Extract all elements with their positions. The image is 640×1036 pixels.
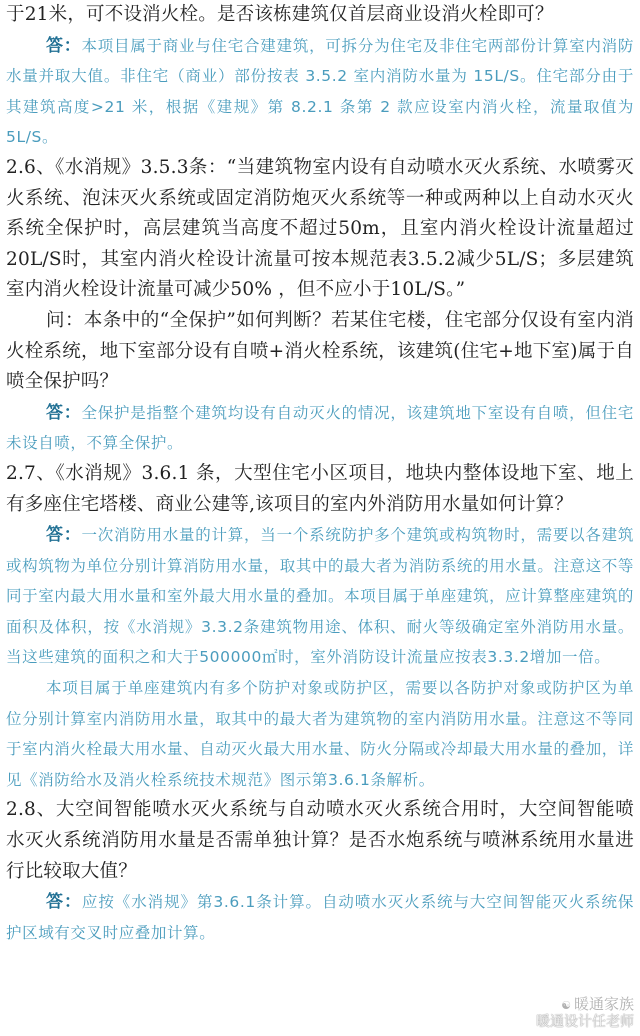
answer-text: 一次消防用水量的计算，当一个系统防护多个建筑或构筑物时，需要以各建筑或构筑物为单位分别计算消防用水量，取其中的最大者为消防系统的用水量。注意这不等同于室内最大用水量和室外最大用水量的叠加。本项目属于单座建筑，应计算整座建筑的面积及体积，按《水消规》3.3.2条建筑物用途、体积、耐火等级确定室外消防用水量。当这些建筑的面积之和大于500000㎡时，室外消防设计流量应按表3.3.2增加一倍。 [6, 526, 635, 667]
answer-label: 答： [46, 35, 82, 56]
answer-continuation: 本项目属于单座建筑内有多个防护对象或防护区，需要以各防护对象或防护区为单位分别计算室内消防用水量，取其中的最大者为建筑物的室内消防用水量。注意这不等同于室内消火栓最大用水量、自动灭火最大用水量、防火分隔或冷却最大用水量的叠加，详见《消防给水及消火栓系统技术规范》图示第3.6.1条解析。 [6, 679, 634, 789]
question-2-6: 2.6、《水消规》3.5.3条：“当建筑物室内设有自动喷水灭火系统、水喷雾灭火系统、泡沫灭火系统或固定消防炮灭火系统等一种或两种以上自动水灭火系统全保护时，高层建筑当高度不超过50m，且室内消火栓设计流量超过20L/S时，其室内消火栓设计流量可按本规范表3.5.2减少5L/S；多层建筑室内消火栓设计流量可减少50% ，但不应小于10L/S。” [6, 156, 634, 301]
watermark-account: 暖通家族 [573, 995, 634, 1013]
answer-paragraph [0, 31, 640, 153]
question-2-8: 2.8、大空间智能喷水灭火系统与自动喷水灭火系统合用时，大空间智能喷水灭火系统消防用水量是否需单独计算？是否水炮系统与喷淋系统用水量进行比较取大值？ [6, 799, 634, 882]
wechat-icon: ☯ [561, 999, 571, 1012]
question-continuation: 于21米，可不设消火栓。是否该栋建筑仅首层商业设消火栓即可？ [6, 4, 554, 25]
watermark-author: 暖通设计任老师 [536, 1014, 634, 1030]
answer-paragraph [0, 887, 640, 948]
answer-label: 答： [46, 402, 82, 423]
question-2-7: 2.7、《水消规》3.6.1 条，大型住宅小区项目，地块内整体设地下室、地上有多座住宅塔楼、商业公建等,该项目的室内外消防用水量如何计算？ [6, 462, 634, 515]
answer-text: 本项目属于商业与住宅合建建筑，可拆分为住宅及非住宅两部份计算室内消防水量并取大值。非住宅（商业）部份按表 3.5.2 室内消防水量为 15L/S。住宅部分由于其建筑高度>21 米，根据《建规》第 8.2.1 条第 2 款应设室内消火栓，流量取值为 5L/S。 [6, 36, 635, 147]
answer-text: 全保护是指整个建筑均设有自动灭火的情况，该建筑地下室设有自喷，但住宅未设自喷，不算全保护。 [6, 403, 635, 453]
answer-label: 答： [46, 892, 82, 913]
question-paragraph: 问：本条中的“全保护”如何判断？若某住宅楼，住宅部分仅设有室内消火栓系统，地下室部分设有自喷+消火栓系统，该建筑(住宅+地下室)属于自喷全保护吗？ [6, 309, 634, 393]
answer-text: 应按《水消规》第3.6.1条计算。自动喷水灭火系统与大空间智能灭火系统保护区域有交叉时应叠加计算。 [6, 893, 634, 942]
answer-label: 答： [46, 525, 82, 546]
answer-paragraph [0, 398, 640, 459]
answer-paragraph [0, 520, 640, 673]
watermark [536, 996, 634, 1030]
